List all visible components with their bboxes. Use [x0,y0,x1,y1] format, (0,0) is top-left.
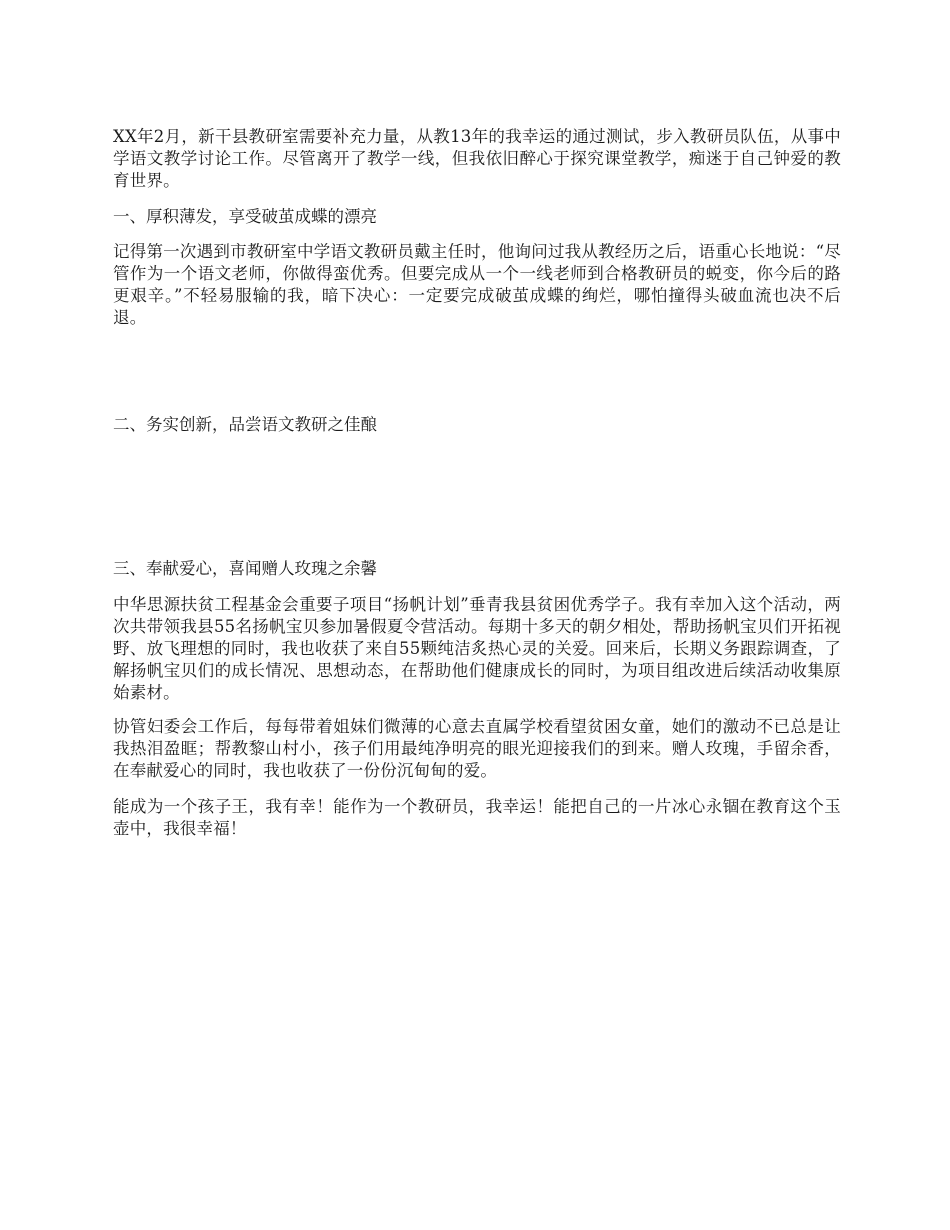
section-3-paragraph-1: 中华思源扶贫工程基金会重要子项目“扬帆计划”垂青我县贫困优秀学子。我有幸加入这个活动，两次共带领我县55名扬帆宝贝参加暑假夏令营活动。每期十多天的朝夕相处，帮助扬帆宝贝们开拓视野、放飞理想的同时，我也收获了来自55颗纯洁炙热心灵的关爱。回来后，长期义务跟踪调查，了解扬帆宝贝们的成长情况、思想动态，在帮助他们健康成长的同时，为项目组改进后续活动收集原始素材。 [113,595,841,702]
section-2-heading: 二、务实创新，品尝语文教研之佳酿 [113,415,377,434]
intro-paragraph: XX年2月，新干县教研室需要补充力量，从教13年的我幸运的通过测试，步入教研员队伍，从事中学语文教学讨论工作。尽管离开了教学一线，但我依旧醉心于探究课堂教学，痴迷于自己钟爱的教育世界。 [113,127,841,190]
closing-paragraph: 能成为一个孩子王，我有幸！能作为一个教研员，我幸运！能把自己的一片冰心永锢在教育这个玉壶中，我很幸福！ [113,797,841,838]
section-1-heading: 一、厚积薄发，享受破茧成蝶的漂亮 [113,207,377,226]
section-3-paragraph-2: 协管妇委会工作后，每每带着姐妹们微薄的心意去直属学校看望贫困女童，她们的激动不已总是让我热泪盈眶；帮教黎山村小，孩子们用最纯净明亮的眼光迎接我们的到来。赠人玫瑰，手留余香，在奉献爱心的同时，我也收获了一份份沉甸甸的爱。 [113,717,841,780]
section-1-paragraph: 记得第一次遇到市教研室中学语文教研员戴主任时，他询问过我从教经历之后，语重心长地说：“尽管作为一个语文老师，你做得蛮优秀。但要完成从一个一线老师到合格教研员的蜕变，你今后的路更艰辛。”不轻易服输的我，暗下决心：一定要完成破茧成蝶的绚烂，哪怕撞得头破血流也决不后退。 [113,242,841,327]
section-3-heading: 三、奉献爱心，喜闻赠人玫瑰之余馨 [113,559,377,578]
